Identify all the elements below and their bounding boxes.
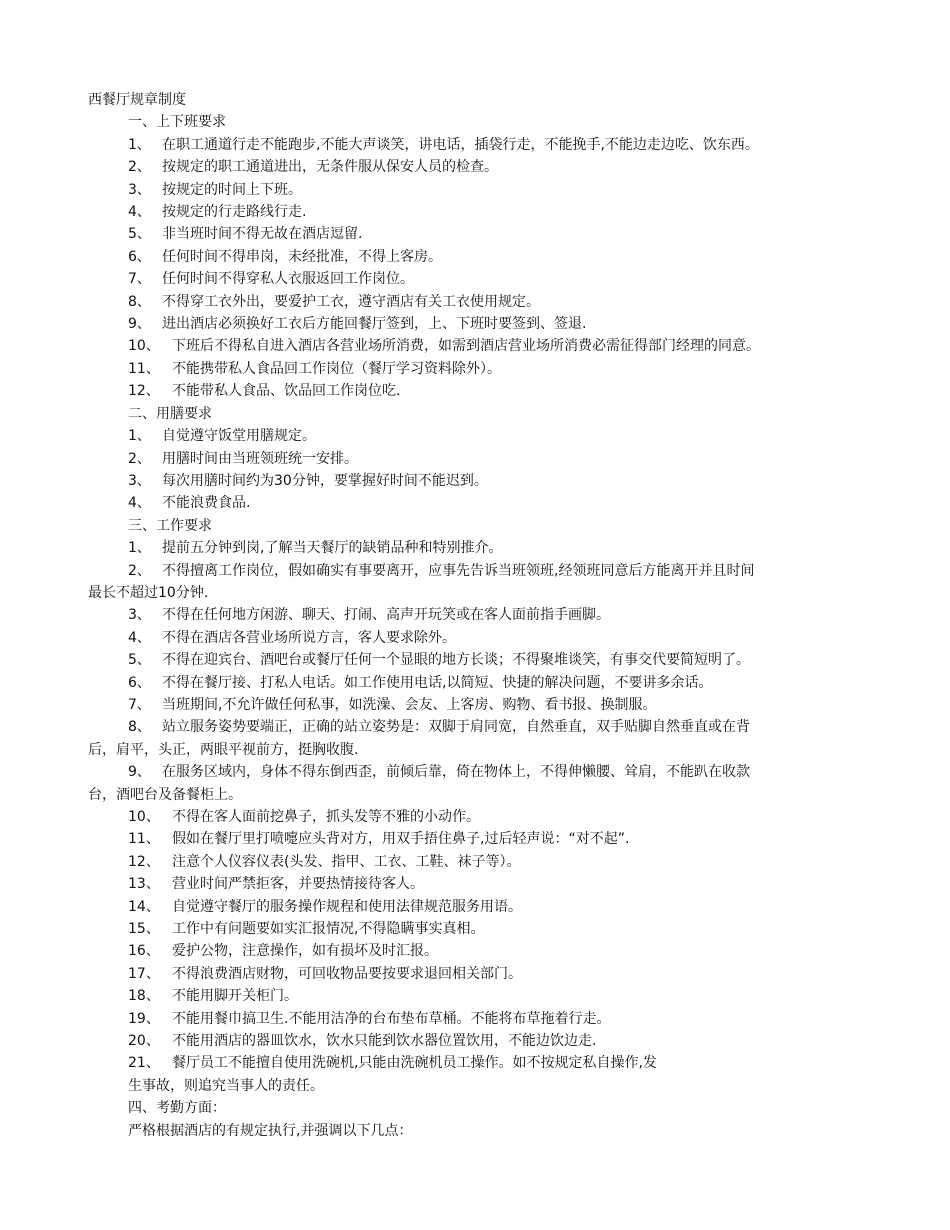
list-item: 2、 不得擅离工作岗位，假如确实有事要离开，应事先告诉当班领班,经领班同意后方能离开并且时间: [128, 562, 755, 579]
list-item: 8、 不得穿工衣外出，要爱护工衣，遵守酒店有关工衣使用规定。: [128, 293, 540, 310]
list-item-continuation: 生事故，则追究当事人的责任。: [128, 1077, 324, 1094]
section-heading: 四、考勤方面：: [128, 1100, 226, 1117]
list-item: 8、 站立服务姿势要端正，正确的站立姿势是：双脚于肩同宽，自然垂直，双手贴脚自然垂直或在背: [128, 719, 750, 736]
list-item: 11、 不能携带私人食品回工作岗位（餐厅学习资料除外）。: [128, 360, 501, 377]
list-item: 9、 进出酒店必须换好工衣后方能回餐厅签到，上、下班时要签到、签退.: [128, 316, 587, 333]
list-item: 3、 不得在任何地方闲游、聊天、打闹、高声开玩笑或在客人面前指手画脚。: [128, 607, 610, 624]
list-item: 2、 用膳时间由当班领班统一安排。: [128, 450, 358, 467]
list-item: 2、 按规定的职工通道进出，无条件服从保安人员的检查。: [128, 159, 498, 176]
list-item: 21、 餐厅员工不能擅自使用洗碗机,只能由洗碗机员工操作。如不按规定私自操作,发: [128, 1055, 657, 1072]
list-item: 6、 不得在餐厅接、打私人电话。如工作使用电话,以简短、快捷的解决问题，不要讲多余话。: [128, 674, 713, 691]
list-item: 4、 不得在酒店各营业场所说方言，客人要求除外。: [128, 629, 456, 646]
section-heading: 二、用膳要求: [128, 405, 212, 422]
list-item: 1、 在职工通道行走不能跑步,不能大声谈笑，讲电话，插袋行走，不能挽手,不能边走边吃、饮东西。: [128, 136, 759, 153]
list-item: 3、 按规定的时间上下班。: [128, 181, 302, 198]
list-item: 9、 在服务区域内，身体不得东倒西歪，前倾后靠，倚在物体上，不得伸懒腰、耸肩，不能趴在收款: [128, 764, 750, 781]
document-title: 西餐厅规章制度: [88, 92, 186, 108]
list-item: 12、 不能带私人食品、饮品回工作岗位吃.: [128, 383, 401, 400]
list-item: 16、 爱护公物，注意操作，如有损坏及时汇报。: [128, 943, 438, 960]
list-item: 7、 任何时间不得穿私人衣服返回工作岗位。: [128, 271, 414, 288]
list-item: 14、 自觉遵守餐厅的服务操作规程和使用法律规范服务用语。: [128, 898, 522, 915]
list-item: 18、 不能用脚开关柜门。: [128, 988, 298, 1005]
list-item: 6、 任何时间不得串岗，未经批准，不得上客房。: [128, 248, 442, 265]
list-item: 20、 不能用酒店的器皿饮水，饮水只能到饮水器位置饮用，不能边饮边走.: [128, 1033, 597, 1050]
list-item-continuation: 最长不超过10分钟.: [88, 584, 209, 601]
list-item: 1、 提前五分钟到岗,了解当天餐厅的缺销品种和特别推介。: [128, 540, 503, 557]
section-heading: 三、工作要求: [128, 517, 212, 534]
list-item: 4、 不能浪费食品.: [128, 495, 251, 512]
document-body: [88, 89, 868, 1142]
list-item: 17、 不得浪费酒店财物，可回收物品要按要求退回相关部门。: [128, 965, 522, 982]
list-item: 15、 工作中有问题要如实汇报情况,不得隐瞒事实真相。: [128, 921, 485, 938]
list-item: 11、 假如在餐厅里打喷嚏应头背对方，用双手捂住鼻子,过后轻声说：“对不起”.: [128, 831, 630, 848]
list-item: 10、 不得在客人面前挖鼻子，抓头发等不雅的小动作。: [128, 809, 480, 825]
section-heading: 一、上下班要求: [128, 114, 226, 131]
list-item: 7、 当班期间,不允许做任何私事，如洗澡、会友、上客房、购物、看书报、换制服。: [128, 696, 657, 713]
list-item: 1、 自觉遵守饭堂用膳规定。: [128, 428, 316, 445]
list-item-continuation: 后，肩平，头正，两眼平视前方，挺胸收腹.: [88, 741, 359, 758]
list-item: 19、 不能用餐巾搞卫生.不能用洁净的台布垫布草桶。不能将布草拖着行走。: [128, 1010, 611, 1027]
list-item: 5、 非当班时间不得无故在酒店逗留.: [128, 226, 363, 243]
list-item: 10、 下班后不得私自进入酒店各营业场所消费，如需到酒店营业场所消费必需征得部门经理的同意。: [128, 338, 760, 355]
list-item: 5、 不得在迎宾台、酒吧台或餐厅任何一个显眼的地方长谈；不得聚堆谈笑，有事交代要简短明了。: [128, 652, 750, 669]
list-item: 4、 按规定的行走路线行走.: [128, 204, 307, 221]
list-item-continuation: 台，酒吧台及备餐柜上。: [88, 786, 242, 803]
list-item: 3、 每次用膳时间约为30分钟，要掌握好时间不能迟到。: [128, 472, 488, 489]
list-item: 12、 注意个人仪容仪表(头发、指甲、工衣、工鞋、袜子等）。: [128, 853, 521, 870]
list-item: 13、 营业时间严禁拒客，并要热情接待客人。: [128, 876, 424, 893]
section-note: 严格根据酒店的有规定执行,并强调以下几点：: [128, 1122, 413, 1139]
